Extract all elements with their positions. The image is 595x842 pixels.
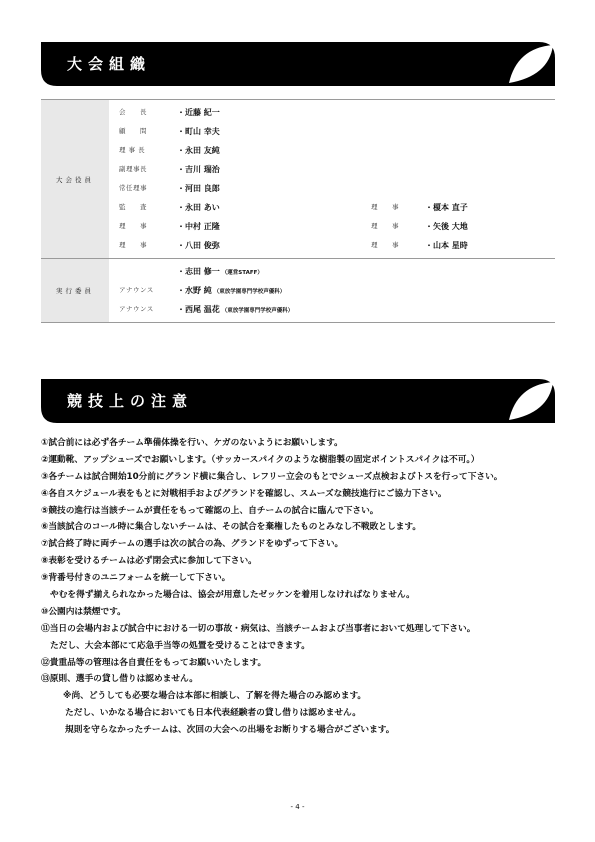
rule-line: ただし、大会本部にて応急手当等の処置を受けることはできます。 xyxy=(50,640,310,651)
officer-title: 理 事 xyxy=(119,241,147,249)
rule-line: ⑦試合終了時に両チームの選手は次の試合の為、グランドをゆずって下さい。 xyxy=(41,539,344,550)
committee-role: アナウンス xyxy=(119,305,154,313)
officer-row xyxy=(119,236,555,255)
rule-line: やむを得ず揃えられなかった場合は、協会が用意したゼッケンを着用しなければなりません。 xyxy=(50,590,415,601)
committee-member xyxy=(177,281,285,302)
officer-row xyxy=(119,198,555,217)
officer-row xyxy=(119,141,555,160)
committee-row xyxy=(119,281,555,300)
committee-affiliation: （東放学園専門学校声優科） xyxy=(213,289,286,295)
officer-row xyxy=(119,217,555,236)
officer-row xyxy=(119,122,555,141)
section-title: 大会組織 xyxy=(67,55,152,73)
committee-name: ・西尾 温花 xyxy=(177,305,220,314)
rule-line: ただし、いかなる場合においても日本代表経験者の貸し借りは認めません。 xyxy=(65,708,361,719)
officer-name: ・永田 あい xyxy=(177,203,220,212)
committee-name: ・志田 修一 xyxy=(177,267,220,276)
committee-rows xyxy=(119,259,555,322)
organization-table xyxy=(41,99,555,323)
officer-title: 監 査 xyxy=(119,203,147,211)
officer-name: ・八田 俊弥 xyxy=(177,241,220,250)
officer-name: ・河田 良郎 xyxy=(177,184,220,193)
officer-name: ・吉川 瑞治 xyxy=(177,165,220,174)
officer-name: ・中村 正隆 xyxy=(177,222,220,231)
officer-title: 理 事 xyxy=(371,203,399,211)
officer-title: 副理事長 xyxy=(119,165,147,173)
officers-block xyxy=(41,99,555,259)
officer-row xyxy=(119,160,555,179)
officer-name: ・永田 友純 xyxy=(177,146,220,155)
officer-name: ・山本 星時 xyxy=(425,241,468,250)
rule-line: ⑪当日の会場内および試合中における一切の事故・病気は、当該チームおよび当事者において処理して下さい。 xyxy=(41,623,476,634)
committee-affiliation: （運営STAFF） xyxy=(221,270,263,276)
rule-line: 規則を守らなかったチームは、次回の大会への出場をお断りする場合がございます。 xyxy=(65,725,395,736)
group-label-committee: 実行委員 xyxy=(41,259,109,322)
rule-line: ⑬原則、選手の貸し借りは認めません。 xyxy=(41,674,198,685)
officer-row xyxy=(119,179,555,198)
officer-title: 会 長 xyxy=(119,108,147,116)
officer-title: 理 事 xyxy=(371,241,399,249)
officer-name: ・近藤 紀一 xyxy=(177,108,220,117)
committee-block xyxy=(41,259,555,323)
rule-line: ③各チームは試合開始10分前にグランド横に集合し、レフリー立会のもとでシューズ点検およびトスを行って下さい。 xyxy=(41,471,503,482)
rule-line: ①試合前には必ず各チーム準備体操を行い、ケガのないようにお願いします。 xyxy=(41,438,343,448)
officer-rows xyxy=(119,100,555,258)
rule-line: ⑩公園内は禁煙です。 xyxy=(41,606,126,617)
officer-title: 顧 問 xyxy=(119,127,147,135)
committee-member xyxy=(177,262,263,283)
rule-line: ⑤競技の進行は当該チームが責任をもって確認の上、自チームの試合に臨んで下さい。 xyxy=(41,505,379,516)
officer-row xyxy=(119,103,555,122)
officer-title: 理 事 xyxy=(371,222,399,230)
rule-line: ⑧表彰を受けるチームは必ず閉会式に参加して下さい。 xyxy=(41,556,257,567)
rule-line: ⑥当該試合のコール時に集合しないチームは、その試合を棄権したものとみなし不戦敗とします。 xyxy=(41,522,422,533)
rule-line: ④各自スケジュール表をもとに対戦相手およびグランドを確認し、スムーズな競技進行にご協力下さい。 xyxy=(41,488,447,499)
rule-line: ②運動靴、アップシューズでお願いします。（サッカースパイクのような樹脂製の固定ポイントスパイクは不可。） xyxy=(41,454,480,465)
committee-row xyxy=(119,262,555,281)
section-banner-organization xyxy=(41,42,555,86)
committee-member xyxy=(177,300,293,321)
rule-line: ※尚、どうしても必要な場合は本部に相談し、了解を得た場合のみ認めます。 xyxy=(63,691,367,702)
section-title: 競技上の注意 xyxy=(67,392,194,410)
group-label-officers: 大会役員 xyxy=(41,100,109,258)
committee-affiliation: （東放学園専門学校声優科） xyxy=(221,308,294,314)
officer-name: ・矢後 大地 xyxy=(425,222,468,231)
page-number: - 4 - xyxy=(290,803,305,811)
officer-title: 常任理事 xyxy=(119,184,147,192)
committee-name: ・水野 純 xyxy=(177,286,212,295)
section-banner-rules xyxy=(41,379,555,423)
officer-title: 理 事 長 xyxy=(119,146,146,154)
rule-line: ⑫貴重品等の管理は各自責任をもってお願いいたします。 xyxy=(41,657,267,668)
officer-title: 理 事 xyxy=(119,222,147,230)
officer-name: ・榎本 直子 xyxy=(425,203,468,212)
rules-list xyxy=(41,435,571,739)
committee-role: アナウンス xyxy=(119,286,154,294)
committee-row xyxy=(119,300,555,319)
officer-name: ・町山 幸夫 xyxy=(177,127,220,136)
rule-line: ⑨背番号付きのユニフォームを統一して下さい。 xyxy=(41,573,231,584)
